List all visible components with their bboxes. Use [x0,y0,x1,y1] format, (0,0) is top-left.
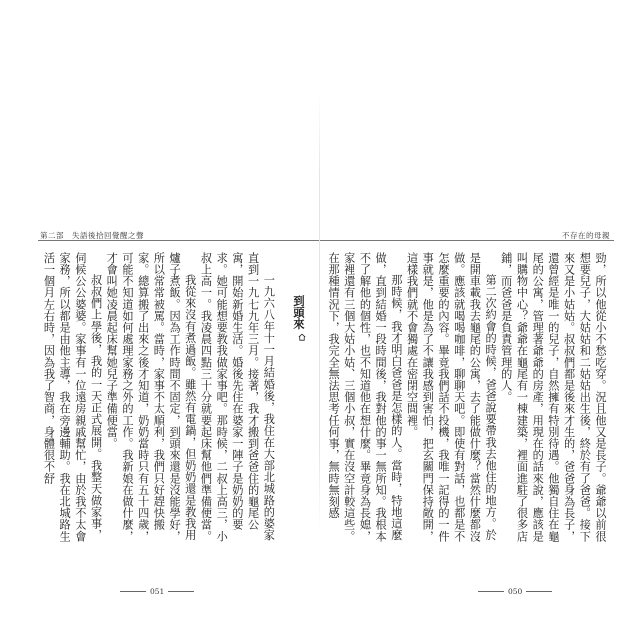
left-paragraph-3: 叔叔們上學後，我的一天正式展開。我整天做家事，伺候公公婆婆。家事有一位遠房親戚幫忙，由於我不太會家務，所以都是由他主導，我在旁邊輔助。我在北城路生活一個月左右時，因為我了智商，身體很不舒 [42,252,103,542]
right-page [320,92,616,596]
folio-rule [120,591,146,592]
header-rule-right [320,240,614,241]
section-heading [290,295,306,552]
page-number-right: 050 [508,586,523,596]
folio-right [478,586,552,596]
right-paragraph-1: 勁，所以他從小不愁吃穿。況且他又是長子。爺爺以前很想要兒子，大姑姑和二姑姑出生後，終於有了爸爸。接下來又是小姑姑。叔叔們都是後來才生的，爸爸身為長子，還曾經是唯一的兒子，自然擁有特別待遇。他獨自住在龜尾的公寓，管理著爺爺的房產，用現在的話來說，應該是叫購物中心？爺爺在龜尾有一棟建築，裡面進駐了很多店鋪，而爸爸是負責管理的人。 [499,252,607,542]
house-icon [298,333,306,341]
left-page-body [40,252,306,552]
folio-rule [526,591,552,592]
running-head-left: 第二部 失語後拾回覺醒之聲 [40,231,144,240]
folio-rule [478,591,504,592]
left-page [34,92,330,596]
left-paragraph-2: 我從來沒有煮過飯。雖然有電鍋，但奶奶還是教我用爐子煮飯。因為工作時間不固定，到頭來還是沒能學好，所以常常被罵。當時，家事不太順利，我們只好趕快搬家。總算搬了出來之後才知道，奶奶當時只有五十四歲，可能不知道如何處理家務之外的工作。我新娘在做什麼，才會叫她凌晨起床幫她兒子準備便當。 [105,252,197,542]
folio-left [120,586,194,596]
folio-rule [168,591,194,592]
left-paragraph-1: 一九六八年十一月結婚後，我住在大部北城路的婆家直到一九七九年三月。接著，我才搬到爸爸住的龜尾公寓，開始新婚生活。婚後先住在婆家一陣子是奶奶的要求。她可能想要教我做家事吧。那時候，二叔上高三，小叔上高一。我凌晨四點三十分就要起床幫他們準備便當。 [199,252,276,542]
section-title-text: 到頭來 [292,294,306,330]
right-paragraph-3: 那時候，我才明白爸爸是怎樣的人。當時，特地這麼做，直到結婚一段時間後，我對他的事一無所知。我根本不了解他的個性，也不知道他在想什麼。畢竟身為長媳，家裡還有三個大姑小姑、三個小叔，實在沒空計較這些。在那種情況下，我完全無法思考任何事，無時無刻感 [327,252,403,542]
header-rule-left [38,240,330,241]
right-page-body [327,252,608,552]
right-paragraph-2: 第二次約會的時候，爸爸說要帶我去他住的地方。於是開車載我去龜尾的公寓，去了能做什麼？當然什麼都沒做。應該就喝喝咖啡，聊聊天吧。即使有對話，也都是不怎麼重要的內容。畢竟我們話不投機，我唯一記得的一件事就是，他是為了不讓我感到害怕，把玄關門保持敞開，這樣我們就不會獨處在密閉空間裡。 [405,252,498,542]
running-head-right: 不存在的母親 [562,231,610,240]
page-number-left: 051 [150,586,165,596]
